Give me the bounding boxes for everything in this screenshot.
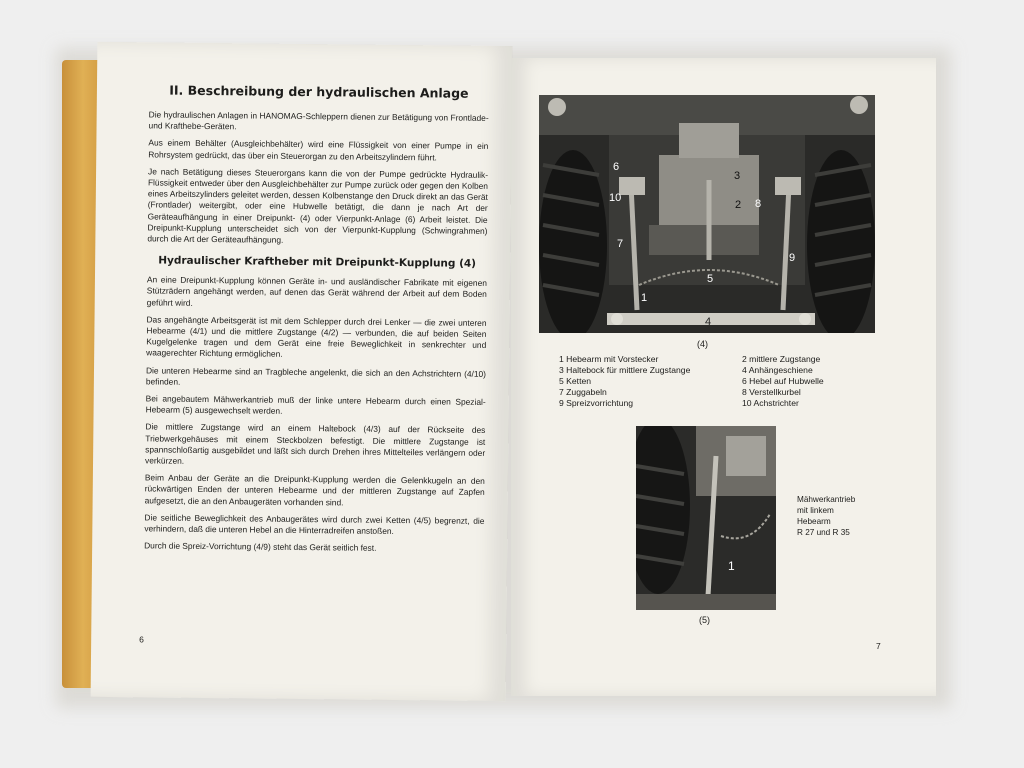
- side-caption-line: Hebearm: [797, 517, 831, 526]
- photo4-label: 2: [735, 199, 742, 211]
- legend-item: 3 Haltebock für mittlere Zugstange: [559, 365, 691, 375]
- paragraph: Bei angebautem Mähwerkantrieb muß der linke untere Hebearm durch einen Spezial-Hebearm (5) ausgewechselt werden.: [145, 393, 486, 417]
- parts-legend: [559, 354, 889, 409]
- side-caption: [797, 494, 855, 538]
- paragraph: Die unteren Hebearme sind an Tragbleche angelenkt, die sich an den Achstrichtern (4/10) befinden.: [145, 365, 487, 387]
- paragraph: Je nach Betätigung dieses Steuerorgans kann die von der Pumpe gedrückte Hydraulik-Flüssigkeit entweder über den Ausgleichbehälter zur Pumpe zurück oder gegen den Kolben eines Arbeitszylinders geleitet werden, dessen Kolbenstange den Druck direkt an das Gerät (Frontlader) weitergibt, oder eine Hubwelle betätigt, die dann je nach Art der Geräteaufhängung in einer Dreipunkt- (4) oder Vierpunkt-Anlage (6) Arbeit leistet. Die Dreipunkt-Kupplung unterscheidet sich von der Vierpunkt-Kupplung (Schwingrahmen) durch die Art der Geräteaufhängung.: [147, 166, 489, 245]
- legend-item: 4 Anhängeschiene: [742, 365, 813, 375]
- photo4-label: 8: [755, 198, 762, 210]
- subsection-heading: Hydraulischer Kraftheber mit Dreipunkt-Kupplung (4): [158, 254, 477, 271]
- tractor-rear-photo: [539, 95, 875, 333]
- paragraph: Die seitliche Beweglichkeit des Anbaugerätes wird durch zwei Ketten (4/5) begrenzt, die verhindern, daß die unteren Hebel an die Hinterradreifen anstoßen.: [144, 512, 485, 537]
- paragraph: Beim Anbau der Geräte an die Dreipunkt-Kupplung werden die Gelenkkugeln an den rückwärtigen Enden der unteren Hebearme und der mittleren Zugstange auf Zapfen aufgesetzt, die an den Anbaugeräten vorhanden sind.: [144, 472, 485, 508]
- page-number-right: 7: [876, 641, 881, 651]
- paragraph: Das angehängte Arbeitsgerät ist mit dem Schlepper durch drei Lenker — die zwei unteren Hebearme (4/1) und die mittlere Zugstange (4/2) — verbunden, die auf beiden Seiten Kugelgelenke tragen und dem Gerät eine freie Beweglichkeit in senkrechter und waagerechter Richtung ermöglichen.: [146, 314, 487, 360]
- mower-arm-photo: [636, 426, 776, 610]
- legend-item: 2 mittlere Zugstange: [742, 354, 821, 364]
- left-page: [91, 42, 513, 701]
- photo4-label: 5: [707, 273, 714, 285]
- paragraph: Durch die Spreiz-Vorrichtung (4/9) steht das Gerät seitlich fest.: [144, 540, 377, 554]
- side-caption-line: R 27 und R 35: [797, 528, 850, 537]
- paragraph: Aus einem Behälter (Ausgleichbehälter) wird eine Flüssigkeit von einer Pumpe in ein Rohrsystem gedrückt, das über ein Steuerorgan zu den Arbeitszylindern führt.: [148, 137, 489, 163]
- photo5-label: 1: [728, 559, 735, 573]
- legend-item: 6 Hebel auf Hubwelle: [742, 376, 824, 386]
- legend-item: 10 Achstrichter: [742, 398, 799, 408]
- photo4-label: 3: [734, 170, 741, 182]
- legend-item: 9 Spreizvorrichtung: [559, 398, 634, 408]
- side-caption-line: Mähwerkantrieb: [797, 495, 856, 504]
- left-page-text: [144, 82, 489, 561]
- legend-item: 5 Ketten: [559, 376, 592, 386]
- paragraph: Die hydraulischen Anlagen in HANOMAG-Schleppern dienen zur Betätigung von Frontlade- und Krafthebe-Geräten.: [148, 109, 489, 132]
- photo4-label: 4: [705, 316, 712, 328]
- photo5-caption: (5): [699, 615, 710, 625]
- photo4-label: 9: [789, 252, 796, 264]
- legend-item: 7 Zuggabeln: [559, 387, 607, 397]
- paragraph: Die mittlere Zugstange wird an einem Haltebock (4/3) auf der Rückseite des Triebwerkgehäuses mit einem Steckbolzen befestigt. Die mittlere Zugstange ist spannschloßartig ausgebildet und läßt sich durch Drehen ihres Mittelteiles verlängern oder verkürzen.: [145, 421, 486, 466]
- right-page: [511, 58, 936, 696]
- photo4-label: 6: [613, 161, 620, 173]
- photo4-label: 10: [609, 192, 622, 204]
- legend-item: 8 Verstellkurbel: [742, 387, 801, 397]
- section-heading: II. Beschreibung der hydraulischen Anlage: [169, 82, 469, 101]
- side-caption-line: mit linkem: [797, 506, 834, 515]
- legend-item: 1 Hebearm mit Vorstecker: [559, 354, 659, 364]
- page-number-left: 6: [139, 634, 144, 645]
- paragraph: An eine Dreipunkt-Kupplung können Geräte in- und ausländischer Fabrikate mit eigenen Stützrädern angehängt werden, auf denen das Gerät während der Arbeit auf dem Boden geführt wird.: [146, 274, 487, 308]
- photo4-caption: (4): [697, 339, 708, 349]
- photo4-label: 1: [641, 292, 648, 304]
- photo4-label: 7: [617, 238, 624, 250]
